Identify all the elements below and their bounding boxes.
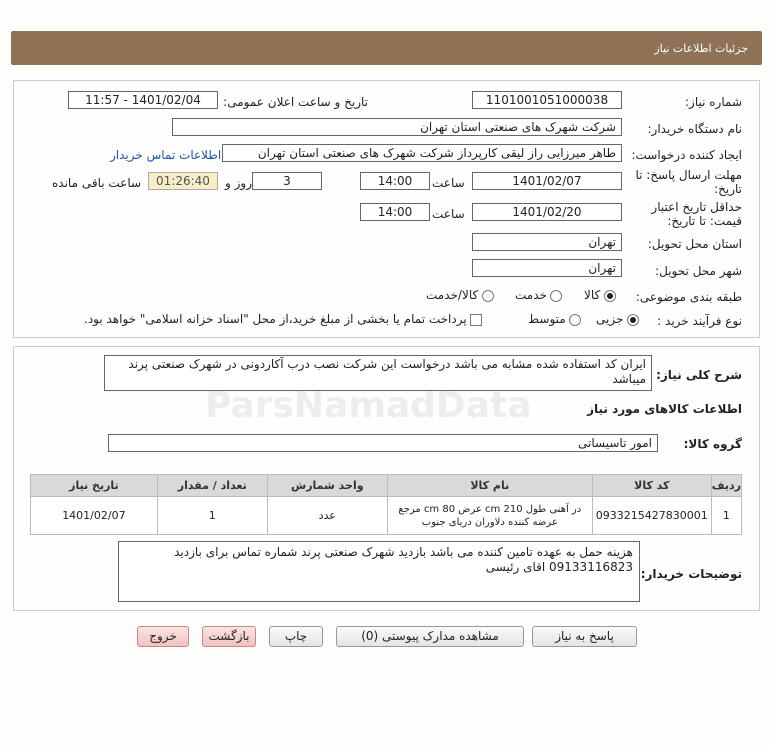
days-label: روز و <box>225 176 252 190</box>
deadline-time-field: 14:00 <box>360 172 430 190</box>
validity-time-field: 14:00 <box>360 203 430 221</box>
process-medium-label: متوسط <box>528 312 566 326</box>
page-title: جزئیات اطلاعات نیاز <box>654 42 748 55</box>
cell-code: 0933215427830001 <box>592 497 711 535</box>
need-number-field: 1101001051000038 <box>472 91 622 109</box>
page-header <box>11 31 762 65</box>
category-goods-radio[interactable] <box>604 290 616 302</box>
summary-label: شرح کلی نیاز: <box>656 368 742 382</box>
deadline-label-2: تاریخ: <box>714 182 742 196</box>
items-title: اطلاعات کالاهای مورد نیاز <box>587 402 742 416</box>
process-option-medium[interactable] <box>528 312 581 326</box>
category-label: طبقه بندی موضوعی: <box>635 290 742 304</box>
contact-buyer-link[interactable]: اطلاعات تماس خریدار <box>110 148 222 162</box>
category-service-radio[interactable] <box>550 290 562 302</box>
announce-field: 1401/02/04 - 11:57 <box>68 91 218 109</box>
treasury-payment-checkbox[interactable] <box>470 314 482 326</box>
process-partial-label: جزیی <box>596 312 624 326</box>
print-button[interactable]: چاپ <box>269 626 323 647</box>
deadline-label-1: مهلت ارسال پاسخ: تا <box>635 168 742 182</box>
category-both-radio[interactable] <box>482 290 494 302</box>
process-partial-radio[interactable] <box>627 314 639 326</box>
exit-button[interactable]: خروج <box>137 626 189 647</box>
creator-field: طاهر میرزایی راز لیقی کارپرداز شرکت شهرک های صنعتی استان تهران <box>222 144 622 162</box>
deadline-date-field: 1401/02/07 <box>472 172 622 190</box>
validity-date-field: 1401/02/20 <box>472 203 622 221</box>
category-option-service[interactable] <box>515 288 562 302</box>
validity-time-label: ساعت <box>432 207 465 221</box>
category-goods-label: کالا <box>584 288 601 302</box>
payment-note: پرداخت تمام یا بخشی از مبلغ خرید،از محل "اسناد خزانه اسلامی" خواهد بود. <box>84 312 467 326</box>
cell-name: در آهنی طول 210 cm عرض 80 cm مرجع عرضه کننده دلاوران دریای جنوب <box>387 497 592 535</box>
attachments-button[interactable]: مشاهده مدارک پیوستی (0) <box>336 626 524 647</box>
group-field: امور تاسیساتی <box>108 434 658 452</box>
table-row <box>31 497 742 535</box>
group-label: گروه کالا: <box>683 437 742 451</box>
validity-label-1: حداقل تاریخ اعتبار <box>651 200 742 214</box>
col-name-header: نام کالا <box>387 475 592 497</box>
creator-label: ایجاد کننده درخواست: <box>631 148 742 162</box>
category-both-label: کالا/خدمت <box>426 288 479 302</box>
col-row-header: ردیف <box>711 475 741 497</box>
items-table <box>30 474 742 535</box>
remaining-label: ساعت باقی مانده <box>52 176 142 190</box>
validity-label-2: قیمت: تا تاریخ: <box>667 214 742 228</box>
col-code-header: کد کالا <box>592 475 711 497</box>
cell-row: 1 <box>711 497 741 535</box>
category-service-label: خدمت <box>515 288 547 302</box>
category-option-goods[interactable] <box>584 288 616 302</box>
cell-unit: عدد <box>267 497 387 535</box>
process-option-partial[interactable] <box>596 312 639 326</box>
col-unit-header: واحد شمارش <box>267 475 387 497</box>
payment-checkbox-row[interactable] <box>84 312 482 326</box>
province-field: تهران <box>472 233 622 251</box>
back-button[interactable]: بازگشت <box>202 626 256 647</box>
buyer-org-label: نام دستگاه خریدار: <box>647 122 742 136</box>
col-date-header: تاریخ نیاز <box>31 475 158 497</box>
process-medium-radio[interactable] <box>569 314 581 326</box>
summary-field: ایران کد استفاده شده مشابه می باشد درخواست این شرکت نصب درب آکاردونی در شهرک صنعتی پرند میباشد <box>104 355 652 391</box>
cell-qty: 1 <box>157 497 267 535</box>
cell-date: 1401/02/07 <box>31 497 158 535</box>
city-label: شهر محل تحویل: <box>655 264 742 278</box>
city-field: تهران <box>472 259 622 277</box>
process-label: نوع فرآیند خرید : <box>657 314 742 328</box>
announce-label: تاریخ و ساعت اعلان عمومی: <box>223 95 368 109</box>
category-option-both[interactable] <box>426 288 494 302</box>
remaining-time-field: 01:26:40 <box>148 172 218 190</box>
buyer-notes-label: توضیحات خریدار: <box>640 567 742 581</box>
days-field: 3 <box>252 172 322 190</box>
reply-button[interactable]: پاسخ به نیاز <box>532 626 637 647</box>
province-label: استان محل تحویل: <box>647 237 742 251</box>
buyer-notes-field: هزینه حمل به عهده تامین کننده می باشد بازدید شهرک صنعتی پرند شماره تماس برای بازدید 09133116823 اقای رئیسی <box>118 541 640 602</box>
need-number-label: شماره نیاز: <box>685 95 742 109</box>
deadline-time-label: ساعت <box>432 176 465 190</box>
col-qty-header: تعداد / مقدار <box>157 475 267 497</box>
buyer-org-field: شرکت شهرک های صنعتی استان تهران <box>172 118 622 136</box>
